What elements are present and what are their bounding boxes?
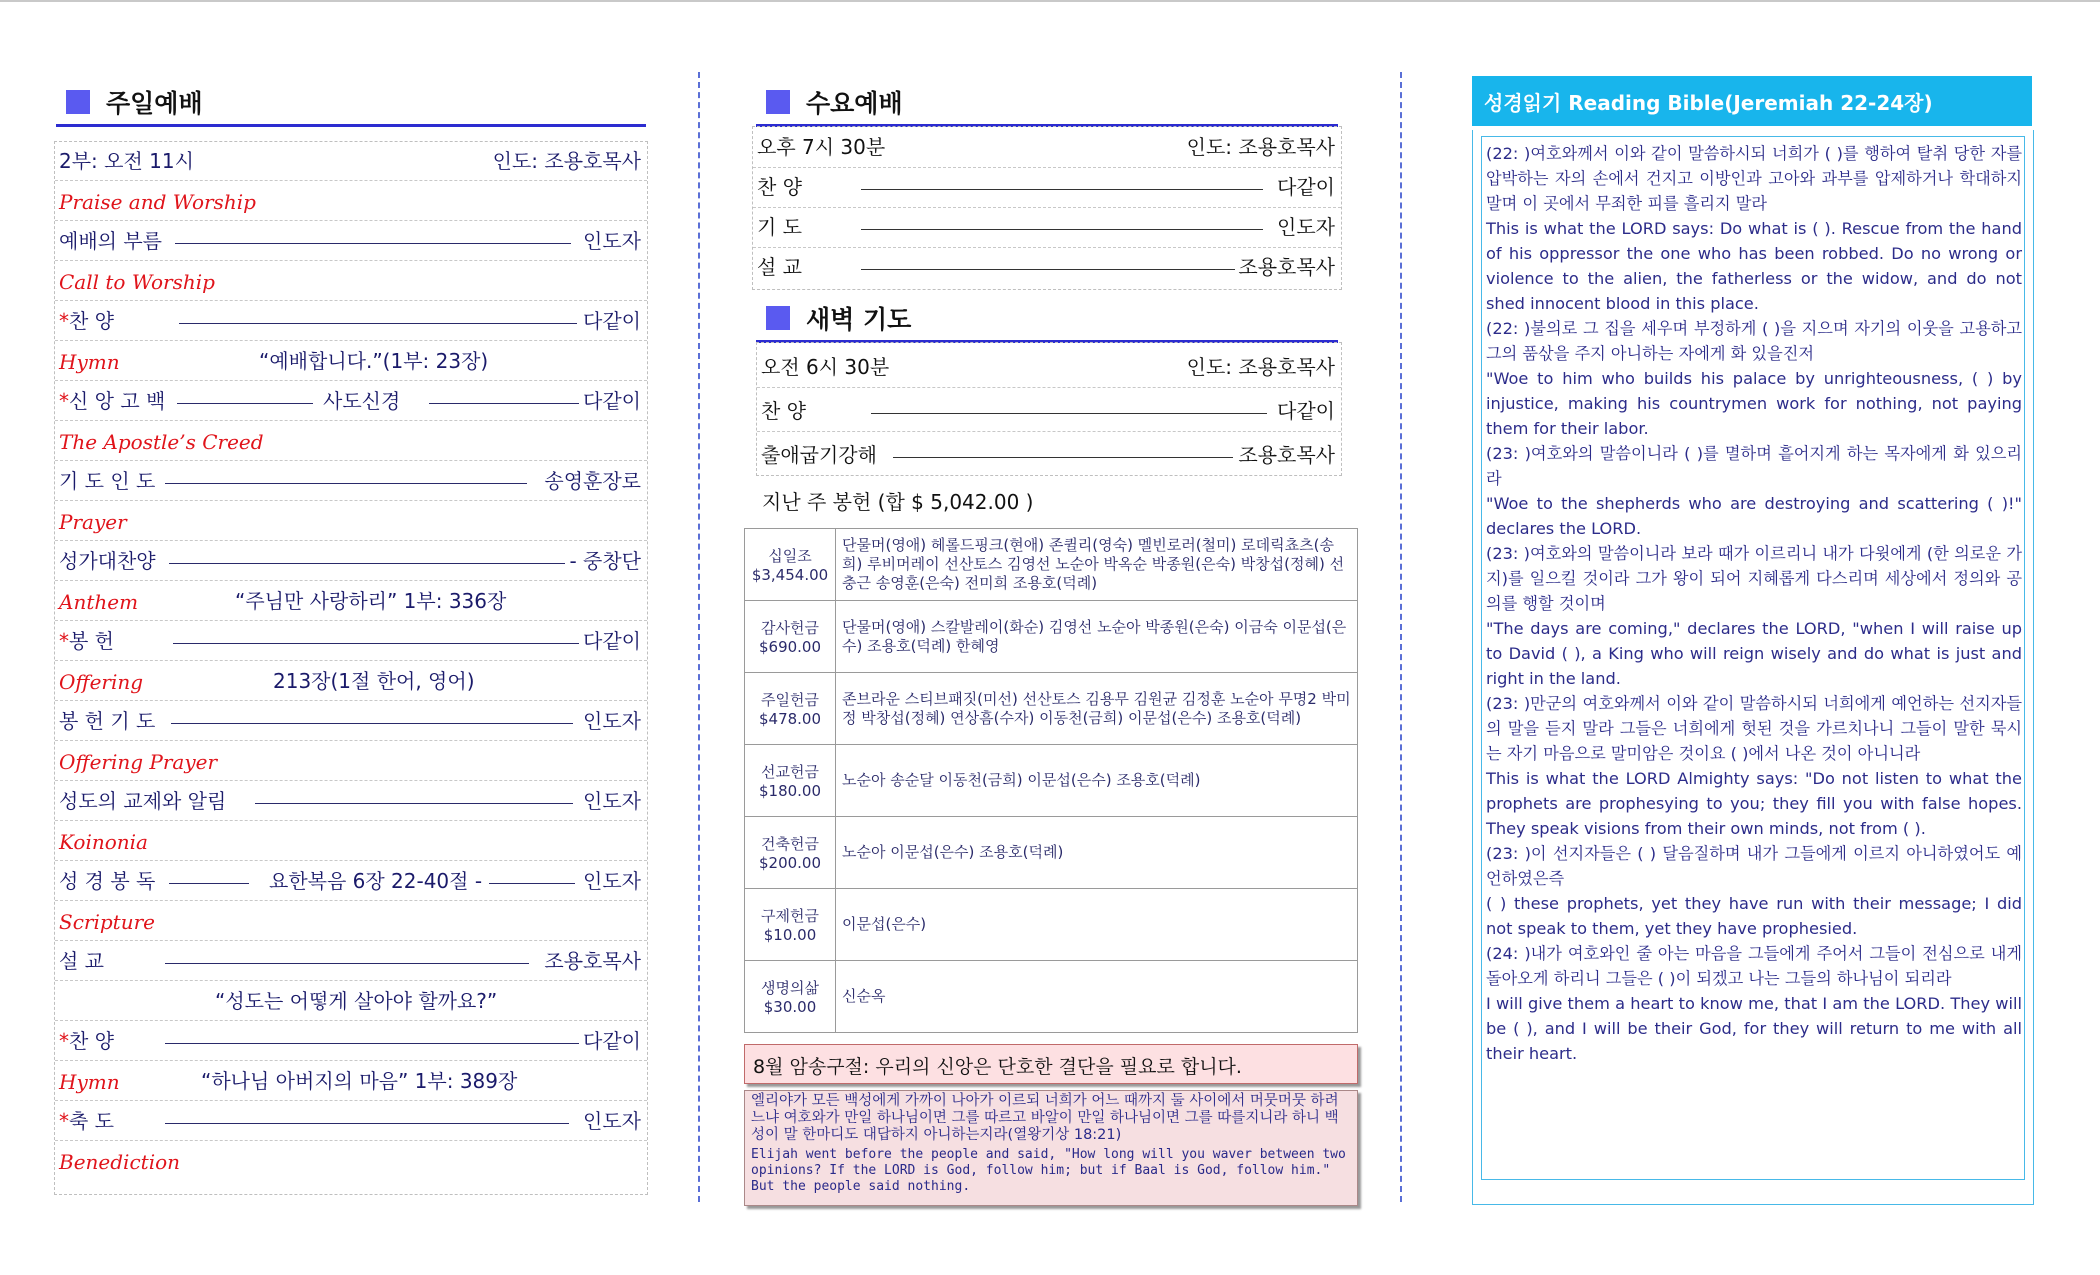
sunday-row-hymn1: *찬 양 다같이 bbox=[55, 302, 647, 341]
column-divider-left bbox=[698, 72, 700, 1202]
sunday-row-koinonia-en: Koinonia bbox=[55, 822, 647, 861]
sunday-row-hymn2-en: Hymn “하나님 아버지의 마음” 1부: 389장 bbox=[55, 1062, 647, 1101]
sunday-row-call: 예배의 부름 인도자 bbox=[55, 222, 647, 261]
sunday-row-benediction: *축 도 인도자 bbox=[55, 1102, 647, 1141]
sunday-row-scripture-en: Scripture bbox=[55, 902, 647, 941]
wednesday-order bbox=[752, 126, 1342, 290]
offering-table bbox=[744, 528, 1358, 1033]
table-row: 구제헌금 $10.00 이문섭(은수) bbox=[745, 889, 1358, 961]
column-divider-right bbox=[1400, 72, 1402, 1202]
sunday-heading bbox=[56, 80, 646, 127]
sunday-row-offering-prayer-en: Offering Prayer bbox=[55, 742, 647, 781]
section-square-icon bbox=[766, 90, 790, 114]
dawn-heading bbox=[756, 296, 1338, 343]
sunday-row-anthem: 성가대찬양 - 중창단 bbox=[55, 542, 647, 581]
dawn-order bbox=[756, 342, 1342, 476]
sunday-row-prayer: 기 도 인 도 송영훈장로 bbox=[55, 462, 647, 501]
sunday-row-time: 2부: 오전 11시 인도: 조용호목사 bbox=[55, 142, 647, 181]
wednesday-heading-text: 수요예배 bbox=[806, 89, 903, 118]
sunday-row-anthem-en: Anthem “주님만 사랑하리” 1부: 336장 bbox=[55, 582, 647, 621]
table-row: 생명의삶 $30.00 신순옥 bbox=[745, 961, 1358, 1033]
memory-verse-box bbox=[744, 1090, 1358, 1206]
top-rule bbox=[0, 0, 2100, 2]
sunday-row-call-en: Call to Worship bbox=[55, 262, 647, 301]
wednesday-row-sermon: 설 교 조용호목사 bbox=[757, 255, 1335, 279]
sunday-row-prayer-en: Prayer bbox=[55, 502, 647, 541]
sunday-row-offering-en: Offering 213장(1절 한어, 영어) bbox=[55, 662, 647, 701]
offering-summary-title: 지난 주 봉헌 (합 $ 5,042.00 ) bbox=[762, 490, 1034, 514]
wednesday-row-time: 오후 7시 30분 인도: 조용호목사 bbox=[753, 127, 1341, 168]
memory-verse-heading: 8월 암송구절: 우리의 신앙은 단호한 결단을 필요로 합니다. bbox=[744, 1044, 1358, 1084]
table-row: 건축헌금 $200.00 노순아 이문섭(은수) 조용호(덕례) bbox=[745, 817, 1358, 889]
sunday-row-benediction-en: Benediction bbox=[59, 1150, 181, 1174]
sunday-row-sermon-title: “성도는 어떻게 살아야 할까요?” bbox=[55, 982, 647, 1021]
sunday-row-hymn2: *찬 양 다같이 bbox=[55, 1022, 647, 1061]
sunday-row-offering-prayer: 봉 헌 기 도 인도자 bbox=[55, 702, 647, 741]
wednesday-row-prayer: 기 도 인도자 bbox=[753, 207, 1341, 248]
dawn-row-hymn: 찬 양 다같이 bbox=[757, 387, 1341, 432]
wednesday-row-hymn: 찬 양 다같이 bbox=[753, 167, 1341, 208]
section-square-icon bbox=[766, 306, 790, 330]
dawn-row-exodus: 출애굽기강해 조용호목사 bbox=[761, 443, 1335, 467]
memory-verse-korean: 엘리야가 모든 백성에게 가까이 나아가 이르되 너희가 어느 때까지 둘 사이에서 머뭇머뭇 하려느냐 여호와가 만일 하나님이면 그를 따르고 바알이 만일 하나님이면 그를 따를지니라 하니 백성이 말 한마디도 대답하지 아니하는지라(열왕기상 18:21) bbox=[751, 1093, 1339, 1143]
sunday-row-offering: *봉 헌 다같이 bbox=[55, 622, 647, 661]
table-row: 선교헌금 $180.00 노순아 송순달 이동천(금희) 이문섭(은수) 조용호(덕례) bbox=[745, 745, 1358, 817]
sunday-row-sermon: 설 교 조용호목사 bbox=[55, 942, 647, 981]
sunday-row-hymn1-en: Hymn “예배합니다.”(1부: 23장) bbox=[55, 342, 647, 381]
bible-reading-box bbox=[1472, 130, 2034, 1205]
bible-reading-text: (22: )여호와께서 이와 같이 말씀하시되 너희가 ( )를 행하여 탈취 당한 자를 압박하는 자의 손에서 건지고 이방인과 고아와 과부를 압제하거나 학대하지 말며 이 곳에서 무죄한 피를 흘리지 말라 This is what the LORD says: Do what is ( ). Rescue from the hand of his oppressor the one who has been robbed. Do no wrong or violence to the alien, the fatherless or the widow, and do not shed innocent blood in this place. (22: )불의로 그 집을 세우며 부정하게 ( )을 지으며 자기의 이웃을 고용하고 그의 품삯을 주지 아니하는 자에게 화 있을진저 "Woe to him who builds his palace by unrighteousness, ( ) by injustice, making his countrymen work for nothing, not paying them for their labor. (23: )여호와의 말씀이니라 ( )를 멸하며 흩어지게 하는 목자에게 화 있으리라 "Woe to the shepherds who are destroying and scattering ( )!" declares the LORD. (23: )여호와의 말씀이니라 보라 때가 이르리니 내가 다윗에게 (한 의로운 가지)를 일으킬 것이라 그가 왕이 되어 지혜롭게 다스리며 세상에서 정의와 공의를 행할 것이며 "The days are coming," declares the LORD, "when I will raise up to David ( ), a King who will reign wisely and do what is just and right in the land. (23: )만군의 여호와께서 이와 같이 말씀하시되 너희에게 예언하는 선지자들의 말을 듣지 말라 그들은 너희에게 헛된 것을 가르치나니 그들이 말한 묵시는 자기 마음으로 말미암은 것이요 ( )에서 나온 것이 아니니라 This is what the LORD Almighty says: "Do not listen to what the prophets are prophesying to you; they fill you with false hopes. They speak visions from their own minds, not from ( ). (23: )이 선지자들은 ( ) 달음질하며 내가 그들에게 이르지 아니하였어도 예언하였은즉 ( ) these prophets, yet they have run with their message; I did not speak to them, yet they have prophesied. (24: )내가 여호와인 줄 아는 마음을 그들에게 주어서 그들이 전심으로 내게 돌아오게 하리니 그들은 ( )이 되겠고 나는 그들의 하나님이 되리라 I will give them a heart to know me, that I am the LORD. They will be ( ), and I will be their God, for they will return to me with all their heart. bbox=[1486, 144, 2022, 1063]
bible-reading-heading: 성경읽기 Reading Bible(Jeremiah 22-24장) bbox=[1472, 76, 2032, 126]
sunday-row-creed-en: The Apostle’s Creed bbox=[55, 422, 647, 461]
sunday-heading-text: 주일예배 bbox=[106, 89, 203, 118]
section-square-icon bbox=[66, 90, 90, 114]
memory-verse-english: Elijah went before the people and said, "How long will you waver between two opinions? If the LORD is God, follow him; but if Baal is God, follow him." But the people said nothing. bbox=[751, 1147, 1346, 1194]
sunday-row-creed: *신 앙 고 백 사도신경 다같이 bbox=[55, 382, 647, 421]
sunday-row-scripture: 성 경 봉 독 요한복음 6장 22-40절 - 인도자 bbox=[55, 862, 647, 901]
dawn-heading-text: 새벽 기도 bbox=[806, 305, 912, 334]
table-row: 감사헌금 $690.00 단물머(영애) 스칼발레이(화순) 김영선 노순아 박종원(은숙) 이금숙 이문섭(은수) 조용호(덕례) 한혜영 bbox=[745, 601, 1358, 673]
sunday-order-of-service bbox=[54, 141, 648, 1195]
table-row: 십일조 $3,454.00 단물머(영애) 헤롤드핑크(현애) 존퀼리(영숙) 멜빈로러(철미) 로데릭쵸츠(송희) 루비머레이 선산토스 김영선 노순아 박옥순 박종원(은숙) 박창섭(정혜) 선충근 송영훈(은숙) 전미희 조용호(덕례) bbox=[745, 529, 1358, 601]
sunday-row-praise-en: Praise and Worship bbox=[55, 182, 647, 221]
dawn-row-time: 오전 6시 30분 인도: 조용호목사 bbox=[757, 343, 1341, 388]
table-row: 주일헌금 $478.00 존브라운 스티브패짓(미선) 선산토스 김용무 김원균 김정훈 노순아 무명2 박미정 박창섭(정혜) 연상흠(수자) 이동천(금희) 이문섭(은수) 조용호(덕례) bbox=[745, 673, 1358, 745]
wednesday-heading bbox=[756, 80, 1338, 127]
sunday-row-koinonia: 성도의 교제와 알림 인도자 bbox=[55, 782, 647, 821]
